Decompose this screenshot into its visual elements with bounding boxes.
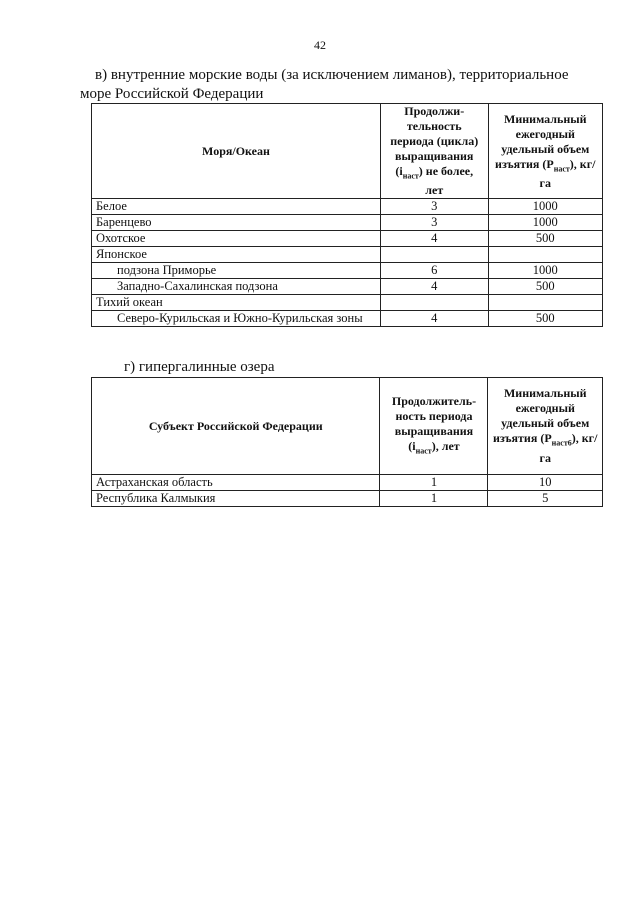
section-g-heading: г) гипергалинные озера: [124, 359, 275, 375]
header-period-pre: Продолжи-тельность периода (цикла) выращивания (i: [390, 104, 479, 178]
row-name: Тихий океан: [92, 295, 381, 311]
header-period-sub: наст: [402, 171, 419, 181]
row-name: Республика Калмыкия: [92, 491, 380, 507]
row-period: 6: [380, 263, 488, 279]
row-period: 4: [380, 311, 488, 327]
header-period-sub: наст: [415, 446, 432, 456]
header-seas: Моря/Океан: [92, 104, 381, 199]
row-period: 3: [380, 199, 488, 215]
header-period: [380, 104, 488, 199]
table-row: [92, 311, 603, 327]
row-volume: 1000: [488, 199, 602, 215]
row-period: [380, 295, 488, 311]
table-row: [92, 491, 603, 507]
row-volume: 1000: [488, 215, 602, 231]
row-name: Западно-Сахалинская подзона: [92, 279, 381, 295]
section-v-line1: в) внутренние морские воды (за исключением лиманов), территориальное: [95, 67, 569, 83]
table-row: [92, 295, 603, 311]
table-row: [92, 279, 603, 295]
section-v-line2: море Российской Федерации: [80, 86, 264, 102]
header-period-pre: Продолжитель-ность периода выращивания (i: [391, 393, 477, 453]
row-period: 4: [380, 279, 488, 295]
row-name: Северо-Курильская и Южно-Курильская зоны: [92, 311, 381, 327]
row-volume: 500: [488, 311, 602, 327]
header-volume-sub: наст6: [551, 438, 572, 448]
row-volume: 5: [488, 491, 603, 507]
header-period-post: ), лет: [431, 438, 460, 453]
row-volume: [488, 247, 602, 263]
seas-table-header: [92, 104, 603, 199]
header-volume: [488, 104, 602, 199]
header-subject: Субъект Российской Федерации: [92, 378, 380, 475]
row-name: Белое: [92, 199, 381, 215]
table-row: [92, 263, 603, 279]
row-name: подзона Приморье: [92, 263, 381, 279]
header-volume-pre: Минимальный ежегодный удельный объем изъятия (P: [493, 386, 590, 446]
table-row: [92, 215, 603, 231]
row-volume: 1000: [488, 263, 602, 279]
header-volume-post: ), кг/га: [539, 431, 598, 465]
row-period: 3: [380, 215, 488, 231]
row-volume: 10: [488, 475, 603, 491]
page-number: 42: [314, 38, 326, 52]
row-name: Японское: [92, 247, 381, 263]
lakes-table-header: [92, 378, 603, 475]
header-volume-post: ), кг/га: [539, 156, 596, 190]
row-name: Астраханская область: [92, 475, 380, 491]
table-row: [92, 247, 603, 263]
row-period: 4: [380, 231, 488, 247]
row-volume: 500: [488, 279, 602, 295]
lakes-table: [91, 377, 603, 507]
row-period: 1: [380, 475, 488, 491]
row-volume: [488, 295, 602, 311]
header-volume: [488, 378, 603, 475]
row-period: 1: [380, 491, 488, 507]
row-volume: 500: [488, 231, 602, 247]
row-period: [380, 247, 488, 263]
section-v-heading: [80, 66, 615, 104]
table-row: [92, 475, 603, 491]
header-period-post: ) не более, лет: [418, 164, 474, 198]
row-name: Охотское: [92, 231, 381, 247]
table-row: [92, 231, 603, 247]
row-name: Баренцево: [92, 215, 381, 231]
header-volume-sub: наст: [553, 163, 570, 173]
header-volume-pre: Минимальный ежегодный удельный объем изъятия (P: [495, 111, 590, 171]
seas-table: [91, 103, 603, 327]
header-period: [380, 378, 488, 475]
table-row: [92, 199, 603, 215]
